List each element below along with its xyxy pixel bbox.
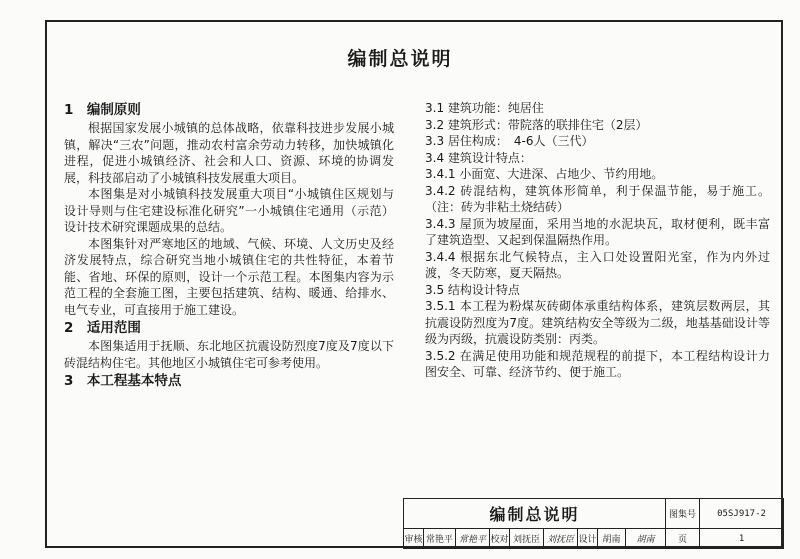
section-2-heading: 2 适用范围 [64,320,141,336]
item-3-2: 3.2 建筑形式：带院落的联排住宅（2层） [425,117,648,132]
atlas-number: 05SJ917-2 [700,499,784,529]
right-column [425,100,770,381]
designer-signature: 胡南 [626,529,666,549]
atlas-number-label: 图集号 [666,499,700,529]
check-label: 校对 [490,529,510,549]
left-column [64,100,394,391]
section-1-paragraph-3: 本图集针对严寒地区的地域、气候、环境、人文历史及经济发展特点，综合研究当地小城镇住宅的共性特征，本着节能、省地、环保的原则，设计一个示范工程。本图集内容为示范工程的全套施工图，主要包括建筑、结构、暖通、给排水、电气专业，可直接用于施工建设。 [64,236,394,317]
review-label: 审核 [404,529,424,549]
section-1-paragraph-1: 根据国家发展小城镇的总体战略，依靠科技进步发展小城镇，解决“三农”问题，推动农村富余劳动力转移，加快城镇化进程，促进小城镇经济、社会和人口、资源、环境的协调发展，科技部启动了小城镇科技发展重大项目。 [64,121,394,185]
title-block-drawing-title: 编制总说明 [404,499,666,529]
item-3-4: 3.4 建筑设计特点： [425,150,532,165]
title-block [403,498,783,548]
section-1-paragraph-2: 本图集是对小城镇科技发展重大项目“小城镇住区规划与设计导则与住宅建设标准化研究”一小城镇住宅通用（示范）设计技术研究课题成果的总结。 [64,187,394,234]
item-3-5: 3.5 结构设计特点 [425,282,520,297]
item-3-5-1: 3.5.1 本工程为粉煤灰砖砌体承重结构体系，建筑层数两层，其抗震设防烈度为7度。建筑结构安全等级为二级，地基基础设计等级为丙级，抗震设防类别：丙类。 [425,299,770,346]
item-3-4-2: 3.4.2 砖混结构，建筑体形简单，利于保温节能，易于施工。（注：砖为非粘土烧结砖） [425,183,770,214]
item-3-5-2: 3.5.2 在满足使用功能和规范规程的前提下，本工程结构设计力图安全、可靠、经济节约、便于施工。 [425,348,770,379]
checker-name: 刘抚臣 [510,529,544,549]
designer-name: 胡南 [598,529,626,549]
section-2-paragraph-1: 本图集适用于抚顺、东北地区抗震设防烈度7度及7度以下砖混结构住宅。其他地区小城镇住宅可参考使用。 [64,339,394,370]
reviewer-name: 常艳平 [424,529,456,549]
page-number: 1 [700,529,784,549]
item-3-4-1: 3.4.1 小面宽、大进深、占地少、节约用地。 [425,167,664,181]
page-label: 页 [666,529,700,549]
page-title: 编制总说明 [347,48,453,70]
reviewer-signature: 常艳平 [456,529,490,549]
checker-signature: 刘抚臣 [544,529,578,549]
design-label: 设计 [578,529,598,549]
section-3-heading: 3 本工程基本特点 [64,373,182,389]
item-3-4-3: 3.4.3 屋顶为坡屋面，采用当地的水泥块瓦，取材便利，既丰富了建筑造型、又起到保温隔热作用。 [425,216,770,247]
item-3-3: 3.3 居住构成： 4-6人（三代） [425,134,594,148]
item-3-1: 3.1 建筑功能：纯居住 [425,101,544,115]
section-1-heading: 1 编制原则 [64,102,141,118]
item-3-4-4: 3.4.4 根据东北气候特点，主入口处设置阳光室，作为内外过渡，冬天防寒，夏天隔热。 [425,249,770,280]
